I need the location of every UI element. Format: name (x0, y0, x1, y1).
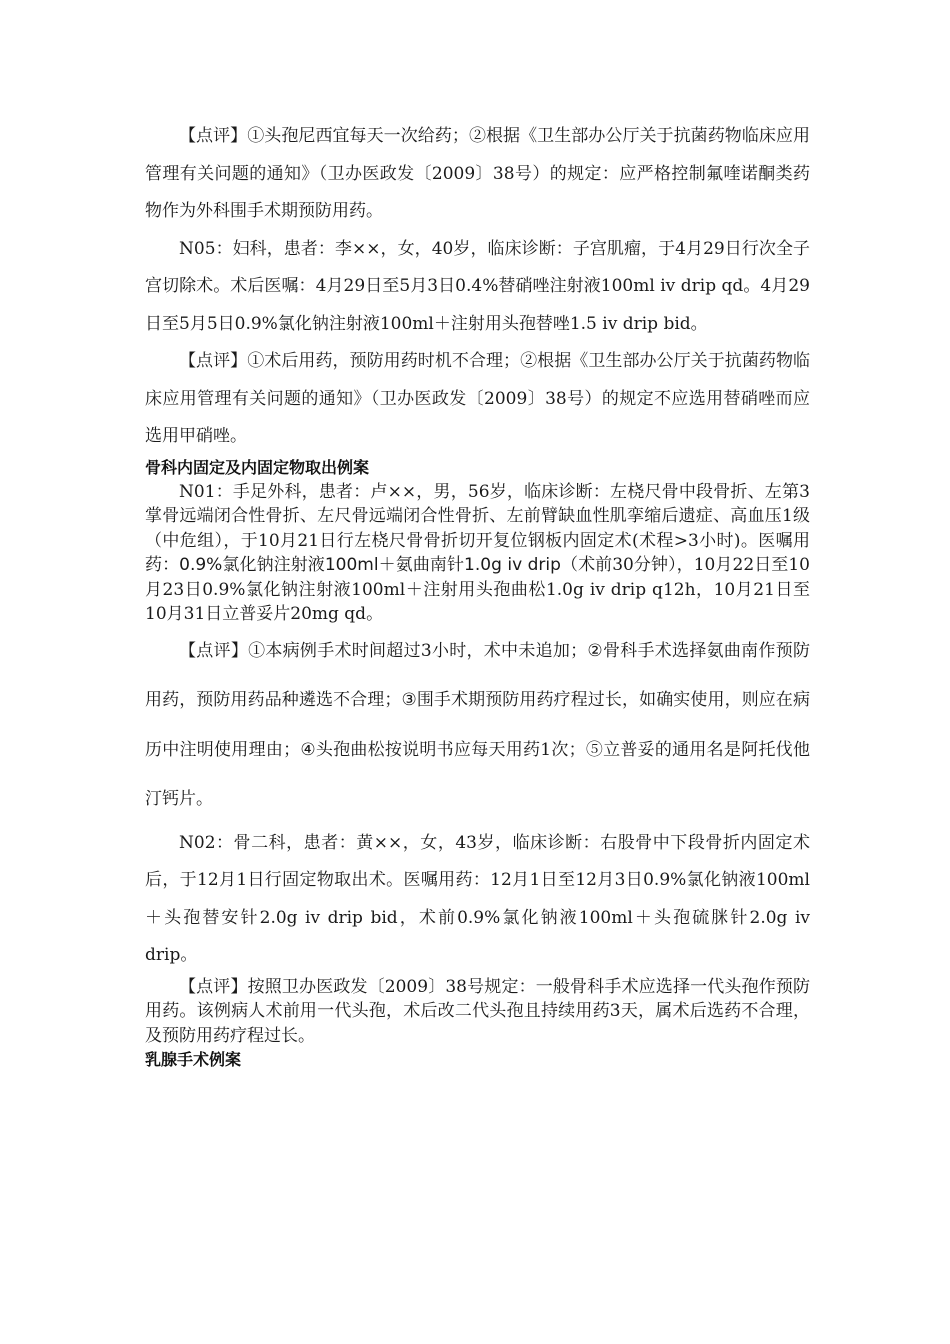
comment-n01-body: 术中未追加；②骨科手术选择氨曲南作预防用药，预防用药品种遴选不合理；③围手术期预防用药疗程过长，如确实使用，则应在病历中注明使用理由；④头孢曲松按说明书应每天用药 (145, 640, 810, 760)
section-heading-orthopedic: 骨科内固定及内固定物取出例案 (145, 457, 370, 477)
paragraph-comment-n01 (145, 627, 810, 825)
document-page (145, 118, 810, 1072)
paragraph-comment-n05: 【点评】①术后用药，预防用药时机不合理；②根据《卫生部办公厅关于抗菌药物临床应用管理有关问题的通知》（卫办医政发〔2009〕38号）的规定不应选用替硝唑而应选用甲硝唑。 (145, 351, 810, 446)
paragraph-case-n05: N05：妇科，患者：李××，女，40岁，临床诊断：子宫肌瘤，于4月29日行次全子宫切除术。术后医嘱：4月29日至5月3日0.4%替硝唑注射液100ml iv drip qd。4月29日至5月5日0.9%氯化钠注射液100ml＋注射用头孢替唑1.5 iv drip bid。 (145, 238, 810, 334)
case-n01-orders: 医嘱用药：0.9%氯化钠注射液100ml＋氨曲南针1.0g iv drip (145, 530, 810, 575)
section-heading-breast: 乳腺手术例案 (145, 1050, 242, 1069)
paragraph-comment-1: 【点评】①头孢尼西宜每天一次给药；②根据《卫生部办公厅关于抗菌药物临床应用管理有关问题的通知》（卫办医政发〔2009〕38号）的规定：应严格控制氟喹诺酮类药物作为外科围手术期预防用药。 (145, 126, 810, 221)
paragraph-comment-n02: 【点评】按照卫办医政发〔2009〕38号规定：一般骨科手术应选择一代头孢作预防用药。该例病人术前用一代头孢，术后改二代头孢且持续用药3天，属术后选药不合理，及预防用药疗程过长。 (145, 976, 810, 1046)
case-n01-orders-cont: （术前30分钟），10月22日至10月23日0.9%氯化钠注射液100ml＋注射用头孢曲松1.0g iv drip q12h，10月21日至10月31日立普妥片20mg qd。 (145, 555, 811, 624)
case-n01-intro: N01：手足外科，患者：卢××，男，56岁，临床诊断：左桡尺骨中段骨折、左第3掌骨远端闭合性骨折、左尺骨远端闭合性骨折、左前臂缺血性肌挛缩后遗症、高血压1级（中危组），于10月21日行左桡尺骨骨折切开复位钢板内固定术(术程>3小时)。 (145, 481, 810, 551)
paragraph-case-n02: N02：骨二科，患者：黄××，女，43岁，临床诊断：右股骨中下段骨折内固定术后，于12月1日行固定物取出术。医嘱用药：12月1日至12月3日0.9%氯化钠液100ml＋头孢替安针2.0g iv drip bid，术前0.9%氯化钠液100ml＋头孢硫脒针2.0g iv drip。 (145, 832, 810, 965)
comment-n01-lead: 【点评】①本病例手术时间超过3小时， (179, 640, 484, 661)
paragraph-case-n01 (145, 480, 810, 627)
comment-n01-tail: 1次；⑤立普妥的通用名是阿托伐他汀钙片。 (145, 739, 810, 809)
